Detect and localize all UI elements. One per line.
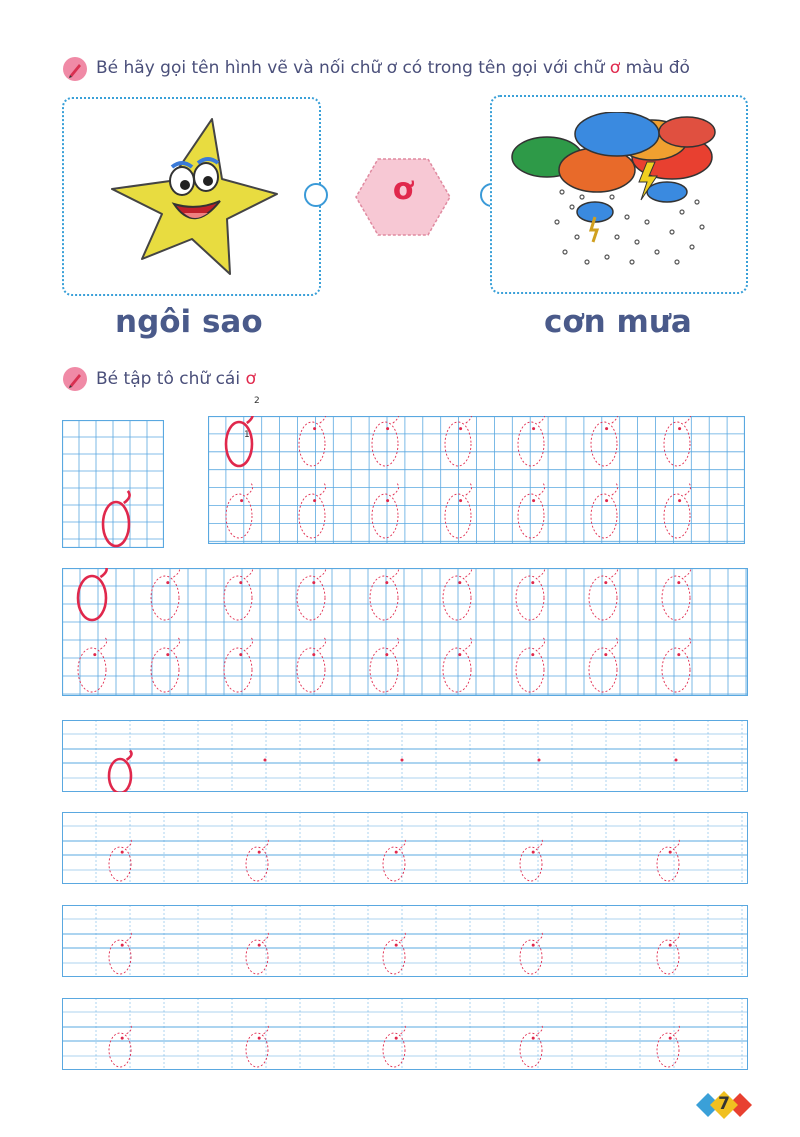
grid2-letter — [662, 568, 691, 620]
grid2-letter — [443, 637, 472, 692]
grid2-letter — [78, 637, 107, 692]
grid1-letter — [226, 483, 253, 538]
grid2-letter — [151, 568, 180, 620]
pencil-icon-2 — [62, 366, 88, 392]
trace-row-3 — [62, 905, 748, 977]
rain-card — [490, 95, 748, 294]
stroke-number-2: 2 — [254, 396, 260, 406]
instruction-1: Bé hãy gọi tên hình vẽ và nối chữ ơ có trong tên gọi với chữ ơ màu đỏ — [96, 58, 690, 78]
row-letter — [520, 932, 543, 975]
grid2-letter — [370, 568, 399, 620]
row-dot — [264, 759, 267, 762]
instruction-2: Bé tập tô chữ cái ơ — [96, 369, 256, 389]
trace-row-4 — [62, 998, 748, 1070]
row-letter — [657, 839, 680, 882]
grid1-letter — [664, 416, 691, 466]
grid2-letter — [78, 568, 107, 620]
row-letter — [657, 932, 680, 975]
grid2-letter — [224, 637, 253, 692]
row-dot — [401, 759, 404, 762]
grid2-letter — [662, 637, 691, 692]
grid2-letter — [297, 637, 326, 692]
grid2-letter — [370, 637, 399, 692]
row-letter — [246, 839, 269, 882]
row-dot — [538, 759, 541, 762]
grid1-letter — [664, 483, 691, 538]
row-letter — [657, 1025, 680, 1068]
left-connect-dot[interactable] — [304, 183, 328, 207]
row-letter — [520, 1025, 543, 1068]
rain-cloud-picture — [507, 112, 732, 277]
trace-row-2 — [62, 812, 748, 884]
star-card — [62, 97, 321, 296]
trace-row-1 — [62, 720, 748, 792]
row-letter — [109, 751, 132, 793]
grid1-letter — [226, 416, 253, 466]
row-letter — [246, 1025, 269, 1068]
stroke-number-1: 1 — [244, 430, 250, 440]
demo-letter — [103, 491, 130, 546]
grid1-letter — [591, 416, 618, 466]
trace-grid-2 — [62, 568, 748, 696]
demo-grid — [62, 420, 164, 548]
grid2-letter — [224, 568, 253, 620]
grid2-letter — [151, 637, 180, 692]
grid1-letter — [518, 483, 545, 538]
pencil-icon — [62, 56, 88, 82]
page-number: 7 — [718, 1094, 730, 1114]
grid1-letter — [299, 483, 326, 538]
grid1-letter — [518, 416, 545, 466]
grid2-letter — [589, 637, 618, 692]
row-dot — [675, 759, 678, 762]
row-letter — [109, 932, 132, 975]
grid1-letter — [591, 483, 618, 538]
grid1-letter — [372, 416, 399, 466]
instruction-2-letter: ơ — [245, 369, 256, 389]
star-picture — [102, 109, 282, 279]
right-word: cơn mưa — [544, 304, 692, 340]
center-letter: ơ — [392, 172, 414, 207]
grid2-letter — [297, 568, 326, 620]
row-letter — [109, 839, 132, 882]
grid2-letter — [589, 568, 618, 620]
grid2-letter — [443, 568, 472, 620]
row-letter — [520, 839, 543, 882]
grid1-letter — [299, 416, 326, 466]
row-letter — [246, 932, 269, 975]
trace-grid-1 — [208, 416, 745, 544]
instruction-1-letter: ơ — [609, 58, 621, 78]
row-letter — [109, 1025, 132, 1068]
left-word: ngôi sao — [115, 304, 263, 340]
grid1-letter — [372, 483, 399, 538]
